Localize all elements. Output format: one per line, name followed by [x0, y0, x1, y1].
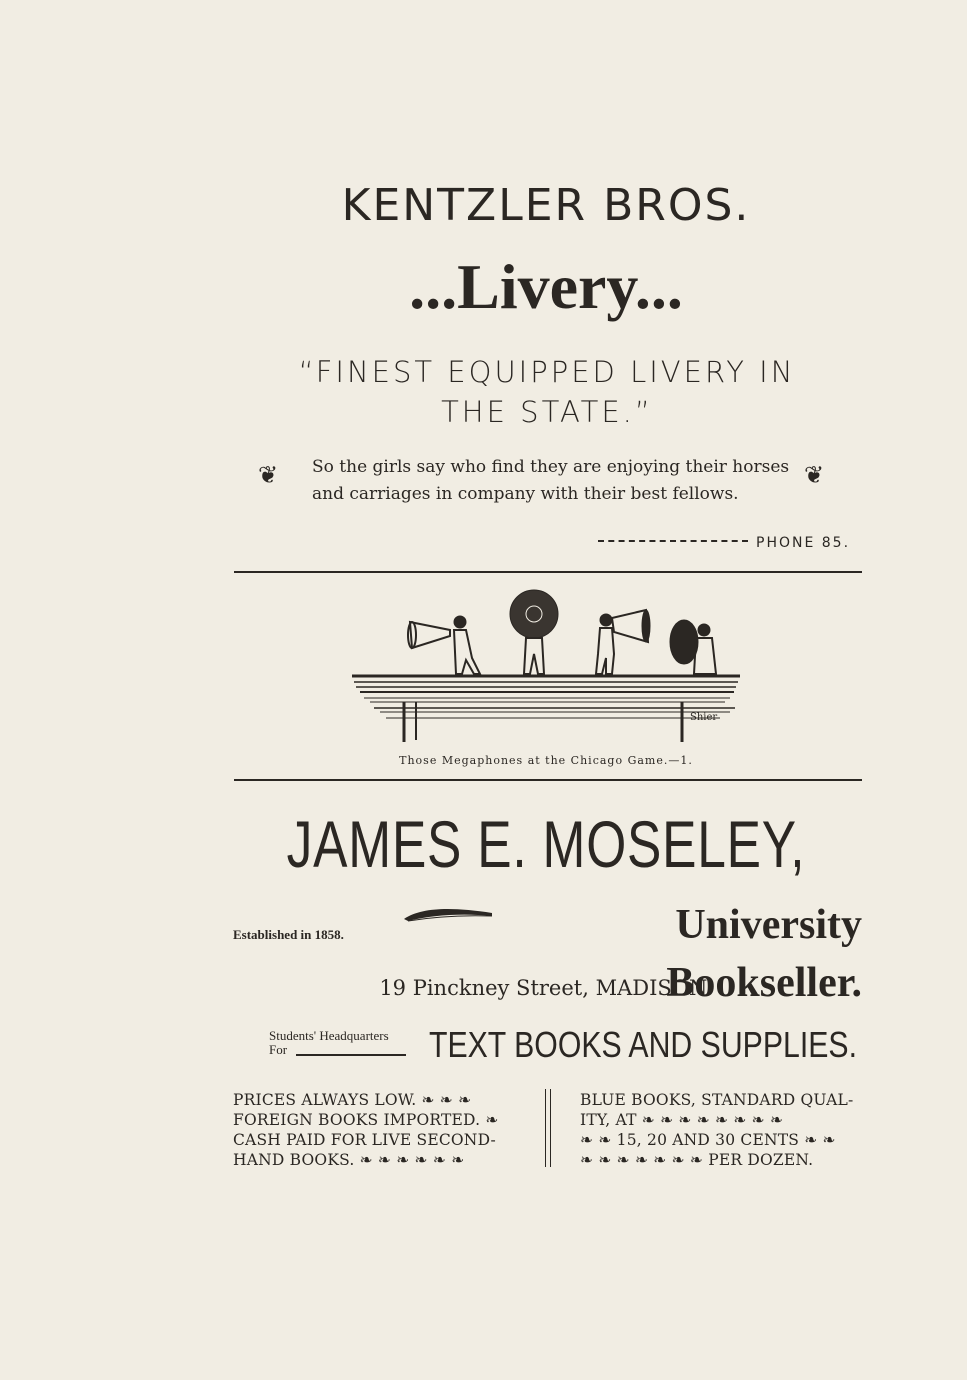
left-column: [233, 1090, 523, 1170]
students-headquarters: [269, 1029, 389, 1057]
livery-text: ...Livery...: [409, 251, 683, 322]
right-column-line: ❧ ❧ 15, 20 AND 30 CENTS ❧ ❧: [580, 1131, 836, 1149]
column-divider: [545, 1089, 551, 1167]
girls-text: [312, 454, 792, 508]
divider-rule: [234, 779, 862, 781]
leaf-ornament-icon: ❦: [804, 461, 825, 489]
divider-rule: [234, 571, 862, 573]
livery-heading: [0, 252, 967, 322]
quote-line-2: THE STATE.”: [441, 395, 653, 429]
moseley-name: JAMES E. MOSELEY,: [286, 807, 806, 881]
quill-pen-icon: [402, 903, 494, 933]
right-column-line: BLUE BOOKS, STANDARD QUAL-: [580, 1091, 854, 1109]
right-column-line: ❧ ❧ ❧ ❧ ❧ ❧ ❧ PER DOZEN.: [580, 1151, 814, 1169]
girls-line-2: and carriages in company with their best fellows.: [312, 484, 739, 504]
quote-line-1: “FINEST EQUIPPED LIVERY IN: [298, 355, 796, 389]
artist-signature: Shier: [690, 712, 718, 723]
kentzler-title: KENTZLER BROS.: [341, 180, 751, 231]
finest-quote: [232, 352, 862, 432]
university-bookseller: University Bookseller.: [666, 902, 862, 1006]
established-text: Established in 1858.: [233, 927, 344, 942]
headquarters-rule: [296, 1054, 406, 1056]
left-column-line: CASH PAID FOR LIVE SECOND-: [233, 1131, 496, 1149]
street-address: 19 Pinckney Street, MADISON.: [379, 976, 713, 1000]
right-column: [580, 1090, 870, 1170]
left-column-line: PRICES ALWAYS LOW. ❧ ❧ ❧: [233, 1091, 472, 1109]
left-column-line: HAND BOOKS. ❧ ❧ ❧ ❧ ❧ ❧: [233, 1151, 465, 1169]
phone-number: PHONE 85.: [756, 535, 851, 551]
headquarters-line-1: Students' Headquarters: [269, 1028, 389, 1043]
leaf-ornament-icon: ❦: [258, 461, 279, 489]
phone-leader-line: [598, 540, 748, 542]
textbooks-heading: TEXT BOOKS AND SUPPLIES.: [429, 1024, 857, 1065]
megaphones-illustration: [350, 584, 742, 744]
illustration-caption: Those Megaphones at the Chicago Game.—1.: [399, 754, 693, 767]
left-column-line: FOREIGN BOOKS IMPORTED. ❧: [233, 1111, 499, 1129]
right-column-line: ITY, AT ❧ ❧ ❧ ❧ ❧ ❧ ❧ ❧: [580, 1111, 784, 1129]
girls-line-1: So the girls say who find they are enjoying their horses: [312, 457, 790, 477]
headquarters-line-2: For: [269, 1042, 288, 1057]
